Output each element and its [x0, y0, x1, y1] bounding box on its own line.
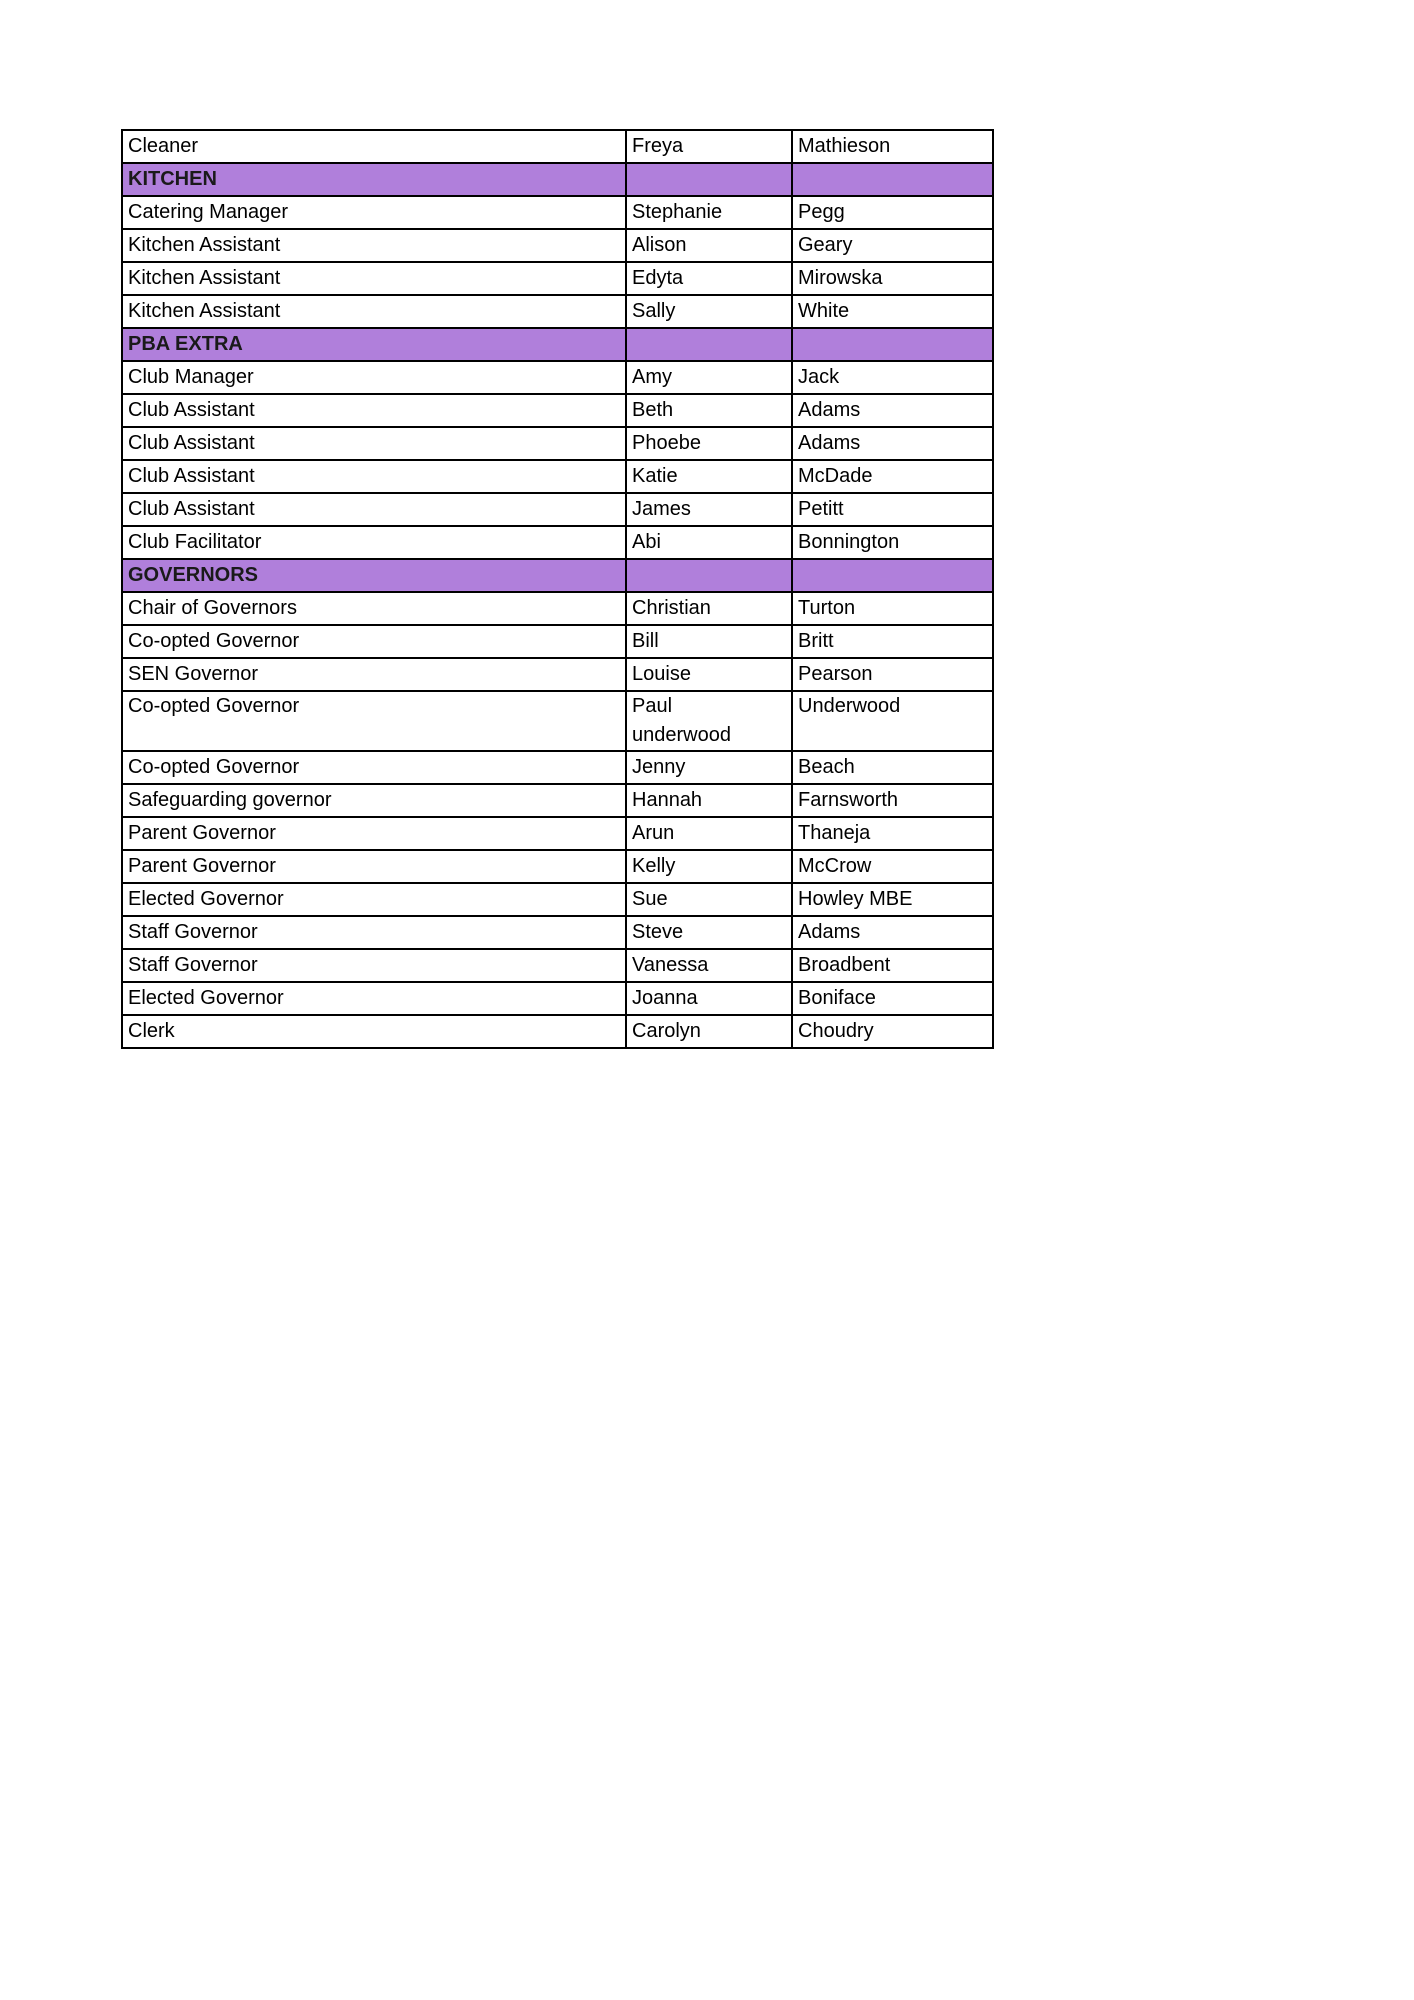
last-name-cell: Bonnington [792, 526, 993, 559]
last-name-cell: Adams [792, 394, 993, 427]
last-name-cell: Turton [792, 592, 993, 625]
table-row [122, 526, 993, 559]
first-name-cell: Alison [626, 229, 792, 262]
first-name-cell: Stephanie [626, 196, 792, 229]
role-cell: Elected Governor [122, 982, 626, 1015]
first-name-cell: Edyta [626, 262, 792, 295]
first-name-cell: Phoebe [626, 427, 792, 460]
last-name-cell: Pegg [792, 196, 993, 229]
last-name-cell: Broadbent [792, 949, 993, 982]
table-row [122, 691, 993, 751]
role-cell: Co-opted Governor [122, 691, 626, 751]
first-name-cell: Kelly [626, 850, 792, 883]
table-row [122, 295, 993, 328]
table-row [122, 1015, 993, 1048]
last-name-cell: Pearson [792, 658, 993, 691]
first-name-cell: Katie [626, 460, 792, 493]
table-row [122, 949, 993, 982]
section-header-row [122, 163, 993, 196]
last-name-cell: Jack [792, 361, 993, 394]
first-name-cell: Louise [626, 658, 792, 691]
table-row [122, 883, 993, 916]
role-cell: Parent Governor [122, 817, 626, 850]
first-name-cell: Arun [626, 817, 792, 850]
table-row [122, 262, 993, 295]
role-cell: Chair of Governors [122, 592, 626, 625]
table-row [122, 592, 993, 625]
first-name-cell [626, 328, 792, 361]
role-cell: Parent Governor [122, 850, 626, 883]
role-cell: Club Assistant [122, 427, 626, 460]
table-row [122, 130, 993, 163]
role-cell: Cleaner [122, 130, 626, 163]
first-name-cell: Steve [626, 916, 792, 949]
section-header-row [122, 559, 993, 592]
last-name-cell: Thaneja [792, 817, 993, 850]
role-cell: Club Facilitator [122, 526, 626, 559]
role-cell: Catering Manager [122, 196, 626, 229]
role-cell: Co-opted Governor [122, 751, 626, 784]
table-row [122, 817, 993, 850]
role-cell: Kitchen Assistant [122, 295, 626, 328]
table-row [122, 751, 993, 784]
first-name-cell: Christian [626, 592, 792, 625]
last-name-cell: Geary [792, 229, 993, 262]
staff-table-body [122, 130, 993, 1048]
role-cell: Club Assistant [122, 394, 626, 427]
last-name-cell: Britt [792, 625, 993, 658]
table-row [122, 850, 993, 883]
last-name-cell: Underwood [792, 691, 993, 751]
last-name-cell: White [792, 295, 993, 328]
first-name-cell: Sally [626, 295, 792, 328]
last-name-cell: McCrow [792, 850, 993, 883]
table-row [122, 427, 993, 460]
role-cell: Club Manager [122, 361, 626, 394]
first-name-cell: Sue [626, 883, 792, 916]
table-row [122, 229, 993, 262]
table-row [122, 394, 993, 427]
role-cell: Staff Governor [122, 916, 626, 949]
first-name-cell: Beth [626, 394, 792, 427]
role-cell: Elected Governor [122, 883, 626, 916]
last-name-cell: Beach [792, 751, 993, 784]
last-name-cell: Mirowska [792, 262, 993, 295]
section-title: PBA EXTRA [122, 328, 626, 361]
role-cell: Kitchen Assistant [122, 262, 626, 295]
role-cell: Kitchen Assistant [122, 229, 626, 262]
first-name-cell: Jenny [626, 751, 792, 784]
first-name-cell: Paul underwood [626, 691, 792, 751]
section-title: GOVERNORS [122, 559, 626, 592]
role-cell: Club Assistant [122, 493, 626, 526]
table-row [122, 493, 993, 526]
table-row [122, 460, 993, 493]
table-row [122, 658, 993, 691]
role-cell: SEN Governor [122, 658, 626, 691]
table-row [122, 784, 993, 817]
staff-table [121, 129, 994, 1049]
first-name-cell: Vanessa [626, 949, 792, 982]
last-name-cell: Boniface [792, 982, 993, 1015]
last-name-cell: Mathieson [792, 130, 993, 163]
first-name-cell: Abi [626, 526, 792, 559]
role-cell: Club Assistant [122, 460, 626, 493]
table-row [122, 916, 993, 949]
first-name-cell: Amy [626, 361, 792, 394]
last-name-cell: Petitt [792, 493, 993, 526]
role-cell: Staff Governor [122, 949, 626, 982]
first-name-cell: James [626, 493, 792, 526]
section-header-row [122, 328, 993, 361]
last-name-cell [792, 328, 993, 361]
role-cell: Co-opted Governor [122, 625, 626, 658]
last-name-cell [792, 559, 993, 592]
last-name-cell [792, 163, 993, 196]
table-row [122, 361, 993, 394]
table-row [122, 196, 993, 229]
first-name-cell [626, 559, 792, 592]
first-name-cell: Bill [626, 625, 792, 658]
role-cell: Safeguarding governor [122, 784, 626, 817]
table-row [122, 625, 993, 658]
last-name-cell: McDade [792, 460, 993, 493]
last-name-cell: Adams [792, 916, 993, 949]
last-name-cell: Howley MBE [792, 883, 993, 916]
first-name-cell [626, 163, 792, 196]
last-name-cell: Farnsworth [792, 784, 993, 817]
table-row [122, 982, 993, 1015]
last-name-cell: Adams [792, 427, 993, 460]
section-title: KITCHEN [122, 163, 626, 196]
first-name-cell: Joanna [626, 982, 792, 1015]
first-name-cell: Carolyn [626, 1015, 792, 1048]
first-name-cell: Hannah [626, 784, 792, 817]
last-name-cell: Choudry [792, 1015, 993, 1048]
first-name-cell: Freya [626, 130, 792, 163]
role-cell: Clerk [122, 1015, 626, 1048]
